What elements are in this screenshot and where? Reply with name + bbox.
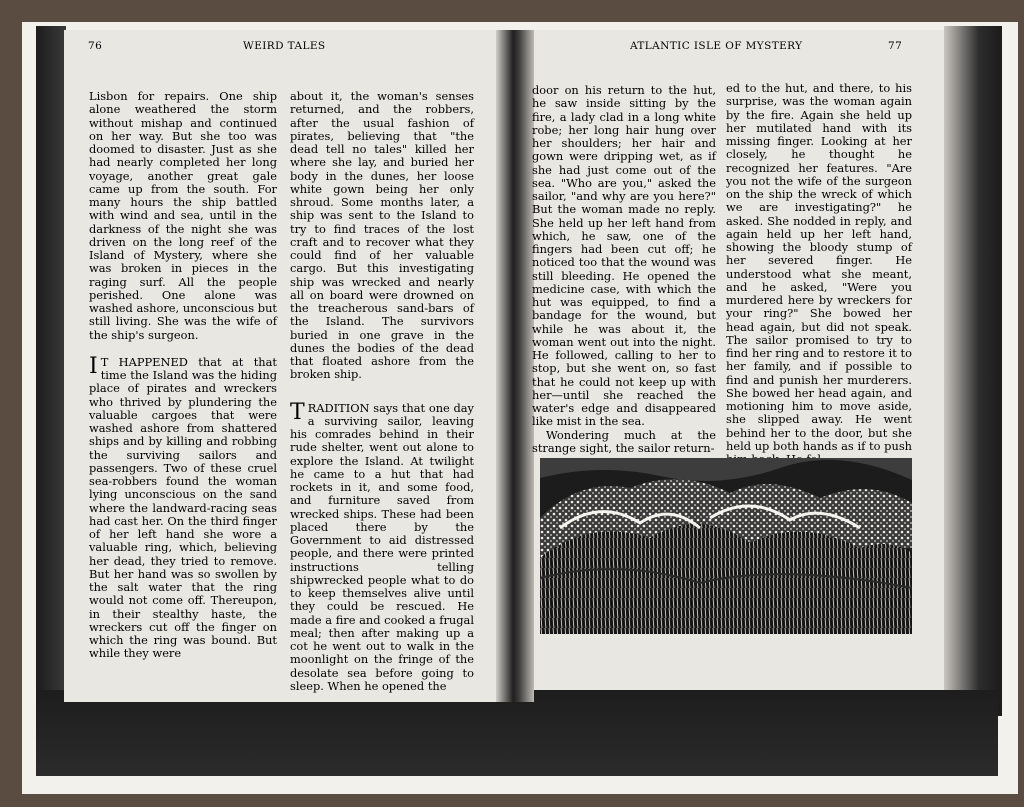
right-column-2 xyxy=(726,82,912,454)
drop-cap: I xyxy=(89,353,98,379)
paragraph-text: RADITION says that one day a surviving sailor, leaving his comrades behind in their rude shelter, went out alone to explore the Island. At twilight he came to a hut that had rockets in it, and some food, and furniture saved from wrecked ships. These had been placed there by the Government to aid distressed people, and there were printed instructions telling shipwrecked people what to do to keep themselves alive until they could be rescued. He made a fire and cooked a frugal meal; then after making up a cot he went out to walk in the moonlight on the fringe of the desolate sea before going to sleep. When he opened the xyxy=(290,400,474,693)
paragraph: ed to the hut, and there, to his surprise, was the woman again by the fire. Again she held up her mutilated hand with its missing finger. Looking at her closely, he thought he recognized her features. "Are you not the wife of the surgeon on the ship the wreck of which we are investigating?" he asked. She nodded in reply, and again held up her left hand, showing the bloody stump of her severed finger. He understood what she meant, and he asked, "Were you murdered here by wreckers for your ring?" She bowed her head again, but did not speak. The sailor promised to try to find her ring and to restore it to her family, and if possible to find and punish her murderers. She bowed her head again, and motioning him to move aside, she slipped away. He went behind her to the door, but she held up both hands as if to push xyxy=(726,81,912,453)
right-page-number: 77 xyxy=(888,40,903,52)
paragraph xyxy=(89,353,277,661)
book-gutter xyxy=(496,30,534,702)
left-running-head: WEIRD TALES xyxy=(243,40,326,52)
drop-cap: T xyxy=(290,399,305,425)
paragraph: about it, the woman's senses returned, and the robbers, after the usual fashion of pirates, believing that "the dead tell no tales" killed her where she lay, and buried her body in the dunes, her loose white gown being her only shroud. Some months later, a ship was sent to the Island to try to find traces of the lost craft and to recover what they could find of her valuable cargo. But this investigating ship was wrecked and nearly all on board were drowned on the treacherous sand-bars of the Island. The survivors buried in one grave in the dunes the bodies of the dead that floated ashore from the broken ship. xyxy=(290,89,474,382)
paragraph-text: T HAPPENED that at that time the Island was the hiding place of pirates and wreckers who thrived by plundering the valuable cargoes that were washed ashore from shattered ships and by killing and robbing the surviving sailors and passengers. Two of these cruel sea-robbers found the woman lying unconscious on the sand where the landward-racing seas had cast her. On the third finger of her left hand she wore a valuable ring, which, believing her dead, they tried to remove. But her hand was so swollen by the salt water that the ring would not come off. Thereupon, in their stealthy haste, the wreckers cut off the finger on which the ring was bound. But while they were xyxy=(89,354,277,661)
right-running-head: ATLANTIC ISLE OF MYSTERY xyxy=(630,40,803,52)
paragraph: Lisbon for repairs. One ship alone weathered the storm without mishap and continued on her way. But she too was doomed to disaster. Just as she had nearly completed her long voyage, another great gale came up from the south. For many hours the ship battled with wind and sea, until in the darkness of the night she was driven on the long reef of the Island of Mystery, where she was broken in pieces in the raging surf. All the people perished. One alone was washed ashore, unconscious but still living. She was the wife of the ship's surgeon. xyxy=(89,89,277,342)
left-column-2 xyxy=(290,89,474,693)
left-page-number: 76 xyxy=(88,40,103,52)
right-column-1 xyxy=(532,84,716,456)
paragraph xyxy=(290,399,474,694)
left-column-1 xyxy=(89,90,277,660)
paragraph: Wondering much at the strange sight, the sailor return- xyxy=(532,427,716,455)
scan-shadow-left xyxy=(36,26,66,706)
paragraph: door on his return to the hut, he saw inside sitting by the fire, a lady clad in a long white robe; her long hair hung over her shoulders; her hair and gown were dripping wet, as if she had just come out of the sea. "Who are you," asked the sailor, "and why are you here?" But the woman made no reply. She held up her left hand from which, he saw, one of the fingers had been cut off; he noticed too that the wound was still bleeding. He opened the medicine case, with which the hut was equipped, to find a bandage for the wound, but while he was about it, the woman went out into the night. He followed, calling to her to stop, but she went on, so fast that he could not keep up with her—until she reached the water's edge and disappeared like mist in the sea. xyxy=(532,83,716,429)
scan-shadow-bottom xyxy=(36,690,998,776)
crashing-surf-engraving-icon xyxy=(540,458,912,634)
scan-shadow-right xyxy=(944,26,1002,716)
